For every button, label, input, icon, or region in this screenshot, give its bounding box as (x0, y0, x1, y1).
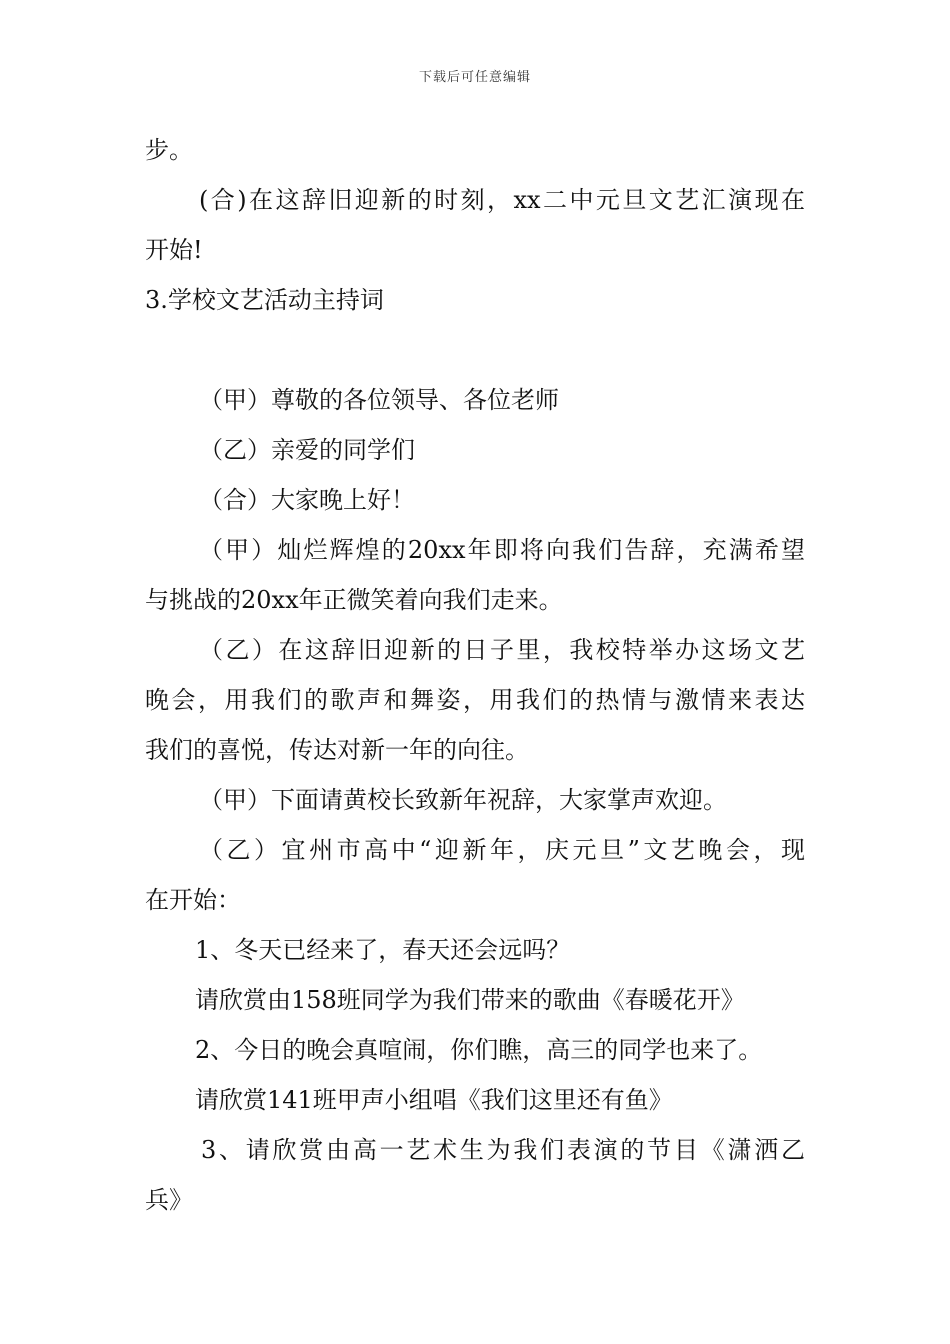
list-item: 1、冬天已经来了，春天还会远吗？ (195, 936, 571, 964)
text-line: （乙）亲爱的同学们 (199, 436, 415, 464)
page-header: 下载后可任意编辑 (418, 70, 531, 85)
text-line: （合）大家晚上好！ (199, 486, 415, 514)
text-line: （乙）在这辞旧迎新的日子里，我校特举办这场文艺 (199, 636, 805, 664)
text-line: 开始! (145, 236, 203, 264)
section-heading: 3.学校文艺活动主持词 (145, 286, 384, 314)
text-line: （甲）灿烂辉煌的20xx年即将向我们告辞，充满希望 (199, 536, 805, 564)
text-line: (合)在这辞旧迎新的时刻，xx二中元旦文艺汇演现在 (199, 186, 805, 214)
text-line: 与挑战的20xx年正微笑着向我们走来。 (145, 586, 563, 614)
text-line: 请欣赏由158班同学为我们带来的歌曲《春暖花开》 (195, 986, 745, 1014)
document-body (145, 125, 805, 1225)
text-line: 晚会，用我们的歌声和舞姿，用我们的热情与激情来表达 (145, 686, 805, 714)
text-line: 兵》 (145, 1186, 193, 1214)
text-line: （甲）尊敬的各位领导、各位老师 (199, 386, 559, 414)
text-line: 在开始： (145, 886, 241, 914)
text-line: （甲）下面请黄校长致新年祝辞，大家掌声欢迎。 (199, 786, 727, 814)
text-line: 请欣赏141班甲声小组唱《我们这里还有鱼》 (195, 1086, 673, 1114)
list-item: 2、今日的晚会真喧闹，你们瞧，高三的同学也来了。 (195, 1036, 763, 1064)
text-line: （乙）宜州市高中“迎新年，庆元旦”文艺晚会，现 (199, 836, 805, 864)
text-line: 我们的喜悦，传达对新一年的向往。 (145, 736, 529, 764)
text-line: 步。 (145, 136, 193, 164)
list-item: 3、请欣赏由高一艺术生为我们表演的节目《潇洒乙 (201, 1136, 805, 1164)
blank-line (145, 325, 805, 375)
